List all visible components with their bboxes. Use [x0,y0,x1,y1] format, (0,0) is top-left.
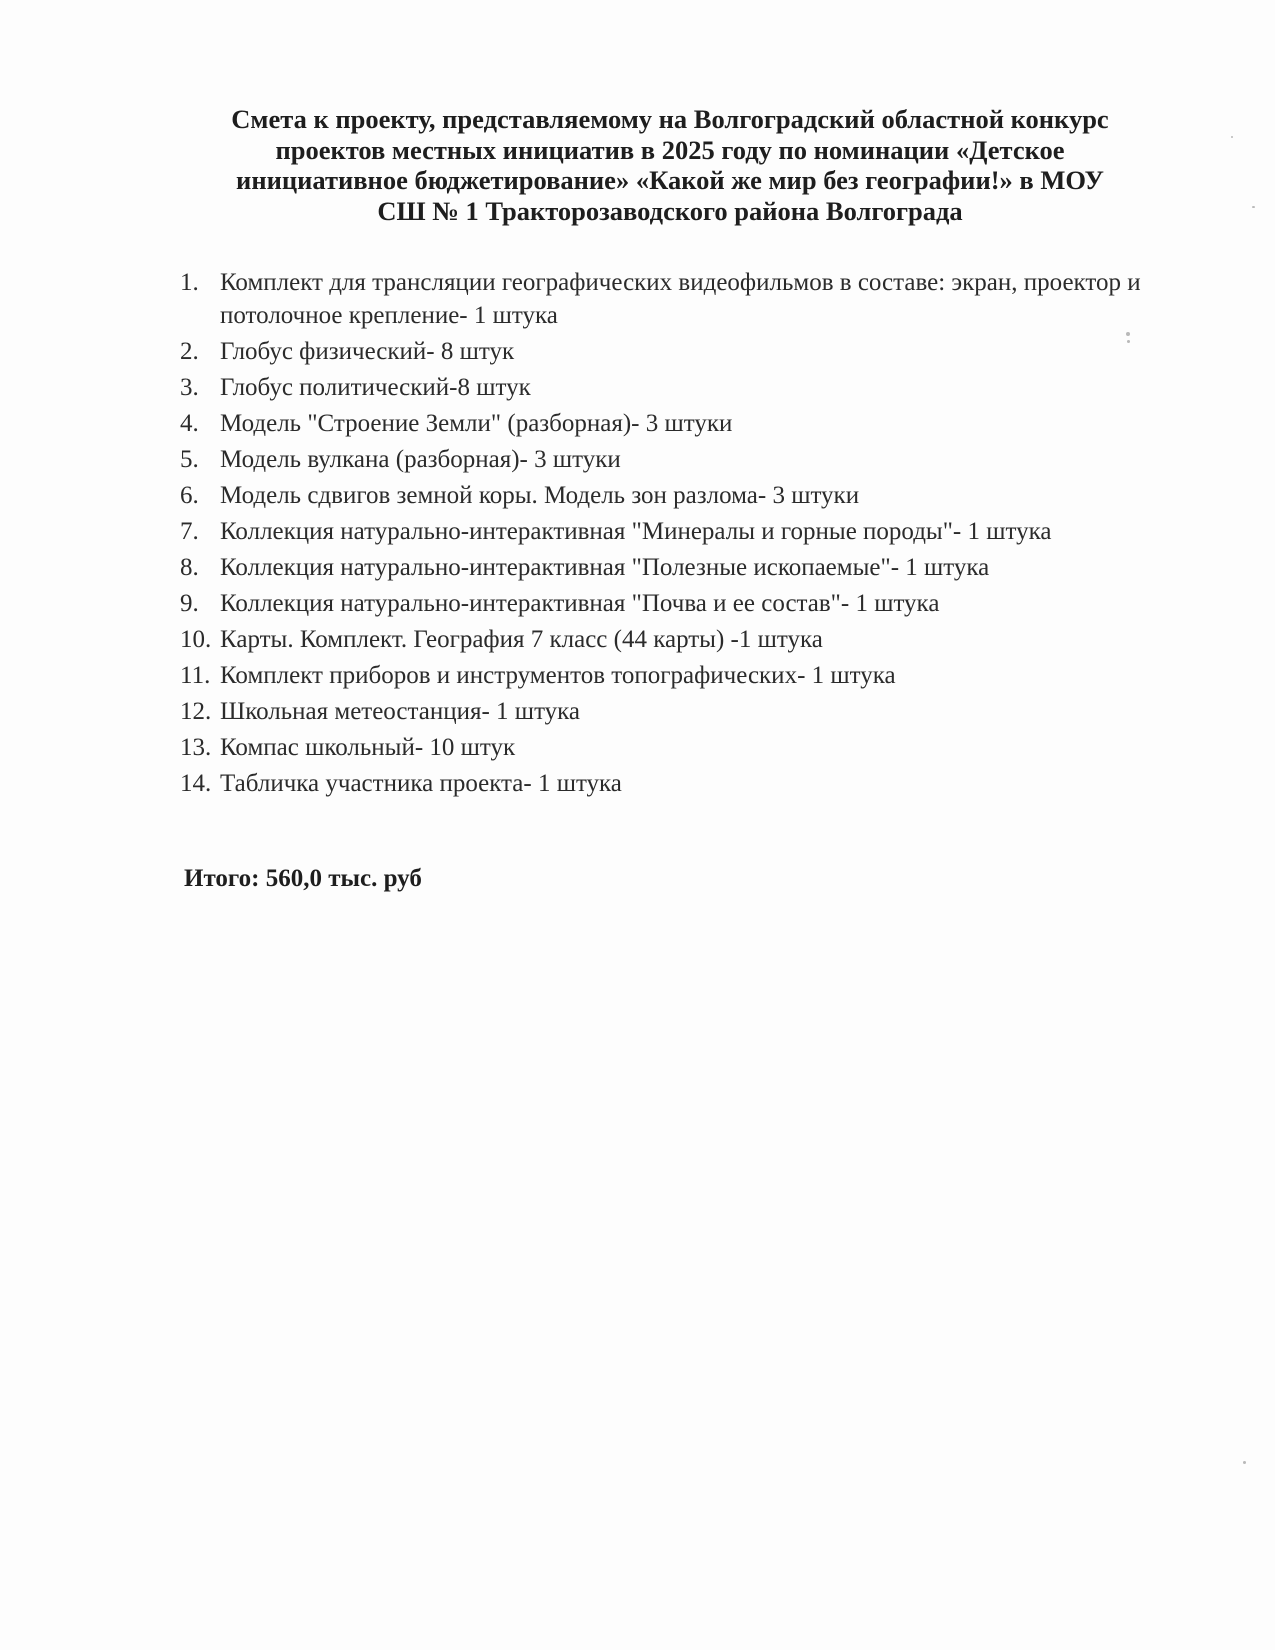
list-item [180,623,1170,656]
list-item [180,443,1170,476]
item-text: Модель сдвигов земной коры. Модель зон разлома- 3 штуки [220,482,860,509]
list-item [180,551,1170,584]
item-text: Глобус политический-8 штук [220,374,531,401]
title-line-4: СШ № 1 Тракторозаводского района Волгограда [377,195,963,226]
item-number: 8. [180,554,199,581]
list-item [180,266,1170,332]
item-text: Коллекция натурально-интерактивная "Минералы и горные породы"- 1 штука [220,518,1052,545]
item-number: 12. [180,698,212,725]
list-item [180,587,1170,620]
item-number: 11. [180,662,211,689]
title-line-3: инициативное бюджетирование» «Какой же мир без географии!» в МОУ [236,165,1104,195]
item-text: Карты. Комплект. География 7 класс (44 карты) -1 штука [220,626,823,653]
estimate-list [180,266,1170,803]
scan-speck [1243,1461,1246,1464]
item-number: 4. [180,410,199,437]
item-text: Школьная метеостанция- 1 штука [220,698,581,725]
item-text: Комплект для трансляции географических видеофильмов в составе: экран, проектор и потолочное крепление- 1 штука [220,269,1141,329]
document-title [170,104,1170,226]
list-item [180,335,1170,368]
item-number: 14. [180,770,212,797]
item-number: 3. [180,374,199,401]
scan-speck [1126,332,1130,336]
item-text: Модель "Строение Земли" (разборная)- 3 штуки [220,410,733,437]
list-item [180,695,1170,728]
scan-speck [1127,340,1130,343]
list-item [180,515,1170,548]
item-number: 6. [180,482,199,509]
item-number: 2. [180,338,199,365]
item-number: 5. [180,446,199,473]
item-number: 13. [180,734,212,761]
title-line-1: Смета к проекту, представляемому на Волгоградский областной конкурс [231,104,1109,134]
item-number: 10. [180,626,212,653]
item-text: Комплект приборов и инструментов топографических- 1 штука [220,662,896,689]
item-text: Глобус физический- 8 штук [220,338,515,365]
item-text: Компас школьный- 10 штук [220,734,516,761]
item-number: 7. [180,518,199,545]
list-item [180,659,1170,692]
item-text: Коллекция натурально-интерактивная "Почва и ее состав"- 1 штука [220,590,940,617]
list-item [180,767,1170,800]
list-item [180,371,1170,404]
item-text: Коллекция натурально-интерактивная "Полезные ископаемые"- 1 штука [220,554,990,581]
scan-speck [1231,136,1233,138]
scan-speck [1252,206,1255,208]
total-amount: Итого: 560,0 тыс. руб [184,865,422,892]
list-item [180,407,1170,440]
list-item [180,731,1170,764]
item-text: Табличка участника проекта- 1 штука [220,770,622,797]
item-text: Модель вулкана (разборная)- 3 штуки [220,446,621,473]
item-number: 1. [180,269,199,296]
title-line-2: проектов местных инициатив в 2025 году по номинации «Детское [275,134,1065,165]
item-number: 9. [180,590,199,617]
list-item [180,479,1170,512]
